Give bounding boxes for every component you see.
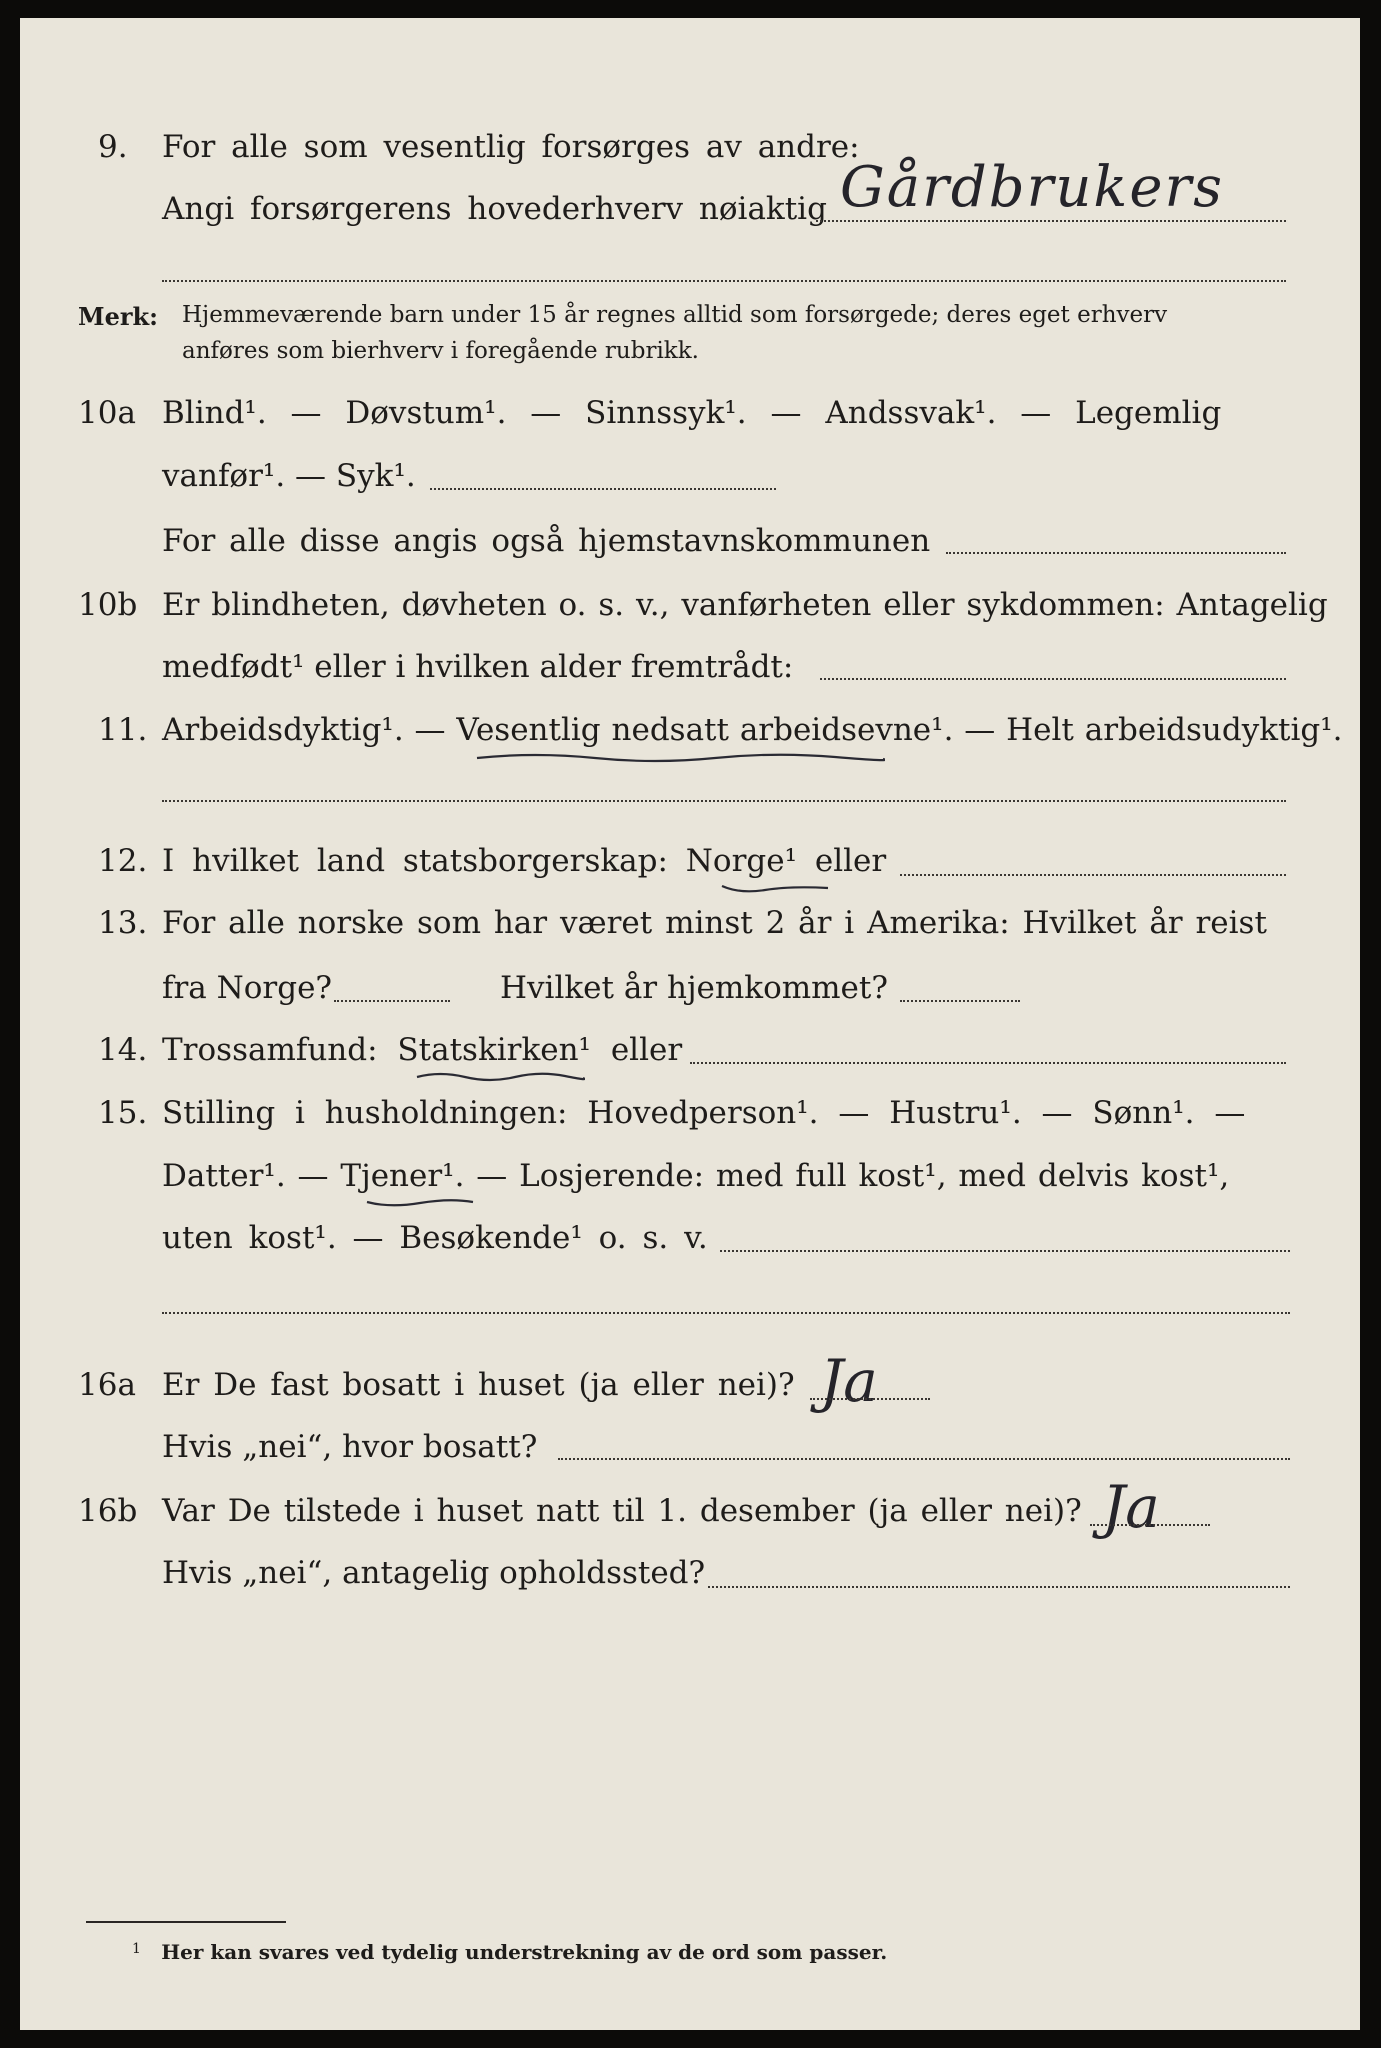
footnote-text: Her kan svares ved tydelig understrekning av de ord som passer. <box>161 1940 888 1964</box>
q11-blank-line <box>162 800 1286 802</box>
q13-line2b: Hvilket år hjemkommet? <box>500 970 888 1006</box>
q16b-handwritten-answer: Ja <box>1102 1473 1160 1541</box>
q13-line1: For alle norske som har været minst 2 år i Amerika: Hvilket år reist <box>162 905 1267 941</box>
q12-number: 12. <box>98 843 148 879</box>
q13-reist-blank <box>334 1000 450 1002</box>
q16a-number: 16a <box>78 1367 136 1403</box>
q12-blank-line <box>900 874 1286 876</box>
q10b-line2: medfødt¹ eller i hvilken alder fremtrådt: <box>162 649 794 685</box>
footnote-mark: 1 <box>132 1941 141 1957</box>
q16a-answer-line <box>810 1398 930 1400</box>
q15-number: 15. <box>98 1095 148 1131</box>
footnote-rule <box>86 1921 286 1923</box>
q15-underline-mark <box>365 1196 475 1210</box>
merk-line2: anføres som bierhverv i foregående rubrikk. <box>182 338 699 364</box>
q9-line2: Angi forsørgerens hovederhverv nøiaktig <box>162 191 827 227</box>
q10a-line2: vanfør¹. — Syk¹. <box>162 458 416 494</box>
q10a-line2-blank <box>430 488 776 490</box>
q15-line3: uten kost¹. — Besøkende¹ o. s. v. <box>162 1220 708 1256</box>
q10a-line3-blank <box>946 552 1286 554</box>
q9-answer-line <box>816 220 1286 222</box>
q15-line3-blank <box>720 1250 1290 1252</box>
q16a-handwritten-answer: Ja <box>820 1347 878 1415</box>
q15-line1: Stilling i husholdningen: Hovedperson¹. — Hustru¹. — Sønn¹. — <box>162 1095 1246 1131</box>
q10b-number: 10b <box>78 587 138 623</box>
q10a-line1: Blind¹. — Døvstum¹. — Sinnssyk¹. — Andssvak¹. — Legemlig <box>162 395 1222 431</box>
q12-underline-mark <box>720 882 830 896</box>
q10b-line1: Er blindheten, døvheten o. s. v., vanførheten eller sykdommen: Antagelig <box>162 587 1328 623</box>
q15-line2: Datter¹. — Tjener¹. — Losjerende: med full kost¹, med delvis kost¹, <box>162 1158 1230 1194</box>
q11-underline-mark <box>475 750 885 766</box>
q9-handwritten-answer: Gårdbrukers <box>840 155 1225 220</box>
q16b-line1: Var De tilstede i huset natt til 1. desember (ja eller nei)? <box>162 1493 1082 1529</box>
q9-line1: For alle som vesentlig forsørges av andre: <box>162 129 860 165</box>
q10a-line3: For alle disse angis også hjemstavnskommunen <box>162 523 931 559</box>
footnote <box>132 1940 887 1964</box>
q16a-line2-blank <box>558 1458 1290 1460</box>
q13-line2a: fra Norge? <box>162 970 333 1006</box>
q12-line1: I hvilket land statsborgerskap: Norge¹ eller <box>162 843 887 879</box>
merk-line1: Hjemmeværende barn under 15 år regnes alltid som forsørgede; deres eget erhverv <box>182 302 1168 328</box>
q15-blank-line <box>162 1312 1290 1314</box>
q10b-line2-blank <box>820 678 1286 680</box>
census-form-page <box>20 18 1360 2030</box>
q14-blank-line <box>690 1062 1286 1064</box>
q14-underline-mark <box>415 1070 585 1084</box>
q11-line1: Arbeidsdyktig¹. — Vesentlig nedsatt arbeidsevne¹. — Helt arbeidsudyktig¹. <box>162 712 1343 748</box>
q14-number: 14. <box>98 1032 148 1068</box>
q13-number: 13. <box>98 905 148 941</box>
q14-line1: Trossamfund: Statskirken¹ eller <box>162 1032 683 1068</box>
q16b-answer-line <box>1090 1524 1210 1526</box>
q16b-line2-blank <box>708 1586 1290 1588</box>
q10a-number: 10a <box>78 395 136 431</box>
q16a-line1: Er De fast bosatt i huset (ja eller nei)? <box>162 1367 795 1403</box>
q11-number: 11. <box>98 712 148 748</box>
q16b-number: 16b <box>78 1493 138 1529</box>
q9-number: 9. <box>98 129 128 165</box>
q16a-line2: Hvis „nei“, hvor bosatt? <box>162 1429 538 1465</box>
merk-label: Merk: <box>78 302 158 331</box>
q9-second-line <box>162 280 1286 282</box>
q16b-line2: Hvis „nei“, antagelig opholdssted? <box>162 1555 706 1591</box>
q13-hjemkommet-blank <box>900 1000 1020 1002</box>
